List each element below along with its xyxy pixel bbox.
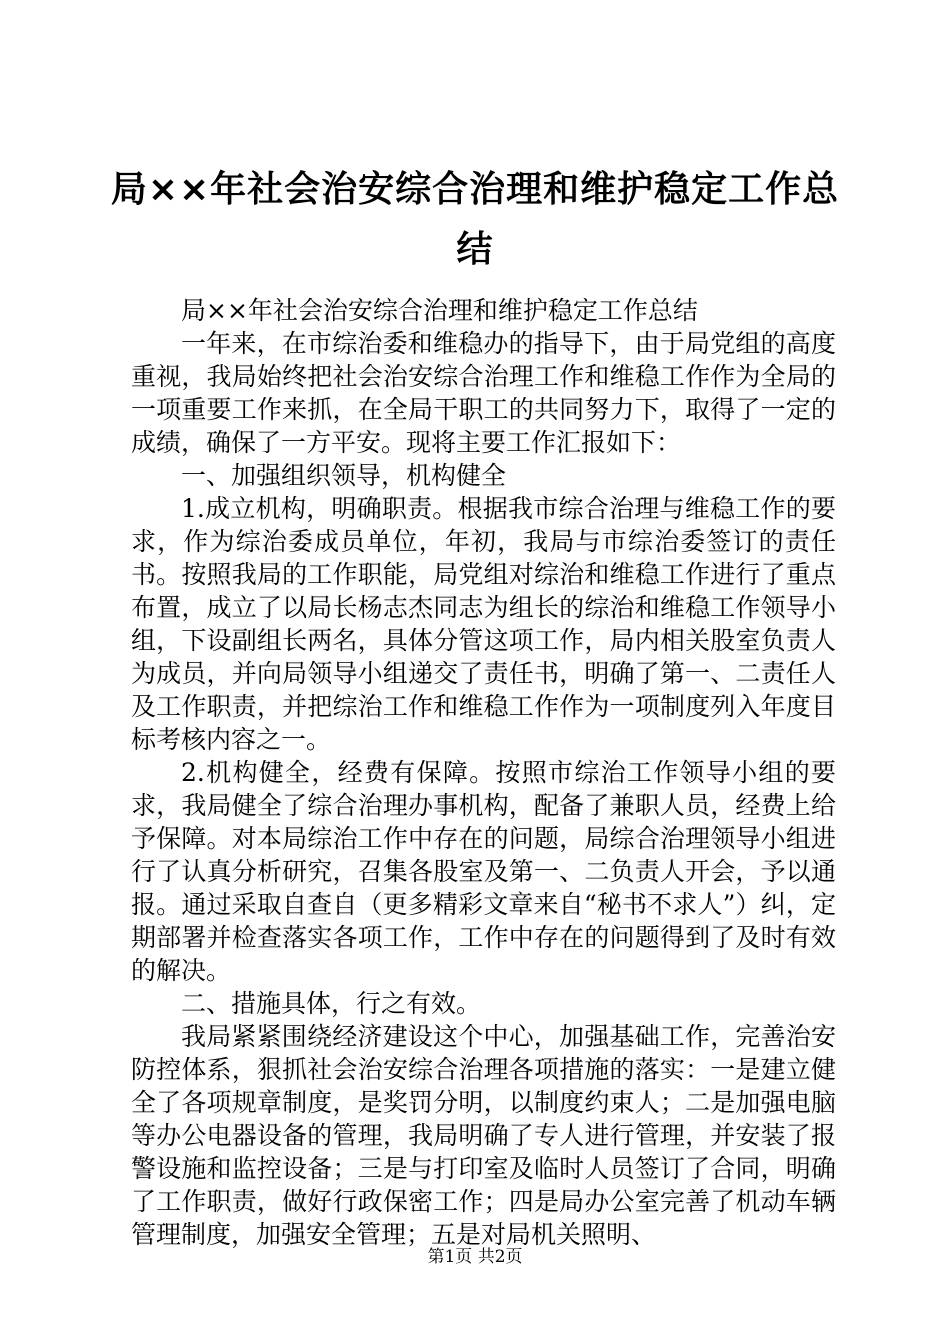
measures-paragraph: 我局紧紧围绕经济建设这个中心，加强基础工作，完善治安防控体系，狠抓社会治安综合治理各项措施的落实：一是建立健全了各项规章制度，是奖罚分明，以制度约束人；二是加强电脑等办公电器设备的管理，我局明确了专人进行管理，并安装了报警设施和监控设备；三是与打印室及临时人员签订了合同，明确了工作职责，做好行政保密工作；四是局办公室完善了机动车辆管理制度，加强安全管理；五是对局机关照明、 (131, 1022, 836, 1249)
document-body (131, 294, 836, 1251)
intro-paragraph: 一年来，在市综治委和维稳办的指导下，由于局党组的高度重视，我局始终把社会治安综合治理工作和维稳工作作为全局的一项重要工作来抓，在全局干职工的共同努力下，取得了一定的成绩，确保了一方平安。现将主要工作汇报如下： (131, 329, 836, 457)
section-heading-1: 一、加强组织领导，机构健全 (181, 461, 507, 490)
subtitle-paragraph: 局××年社会治安综合治理和维护稳定工作总结 (181, 296, 698, 325)
paragraph-item-2: 2.机构健全，经费有保障。按照市综治工作领导小组的要求，我局健全了综合治理办事机构，配备了兼职人员，经费上给予保障。对本局综治工作中存在的问题，局综合治理领导小组进行了认真分析研究，召集各股室及第一、二负责人开会，予以通报。通过采取自查自（更多精彩文章来自“秘书不求人”）纠，定期部署并检查落实各项工作，工作中存在的问题得到了及时有效的解决。 (131, 758, 836, 985)
document-title: 局××年社会治安综合治理和维护稳定工作总结 (110, 169, 840, 270)
section-heading-2: 二、措施具体，行之有效。 (181, 989, 482, 1018)
paragraph-item-1: 1.成立机构，明确职责。根据我市综合治理与维稳工作的要求，作为综治委成员单位，年初，我局与市综治委签订的责任书。按照我局的工作职能，局党组对综治和维稳工作进行了重点布置，成立了以局长杨志杰同志为组长的综治和维稳工作领导小组，下设副组长两名，具体分管这项工作，局内相关股室负责人为成员，并向局领导小组递交了责任书，明确了第一、二责任人及工作职责，并把综治工作和维稳工作作为一项制度列入年度目标考核内容之一。 (131, 494, 836, 754)
page-footer: 第1页 共2页 (427, 1247, 523, 1267)
